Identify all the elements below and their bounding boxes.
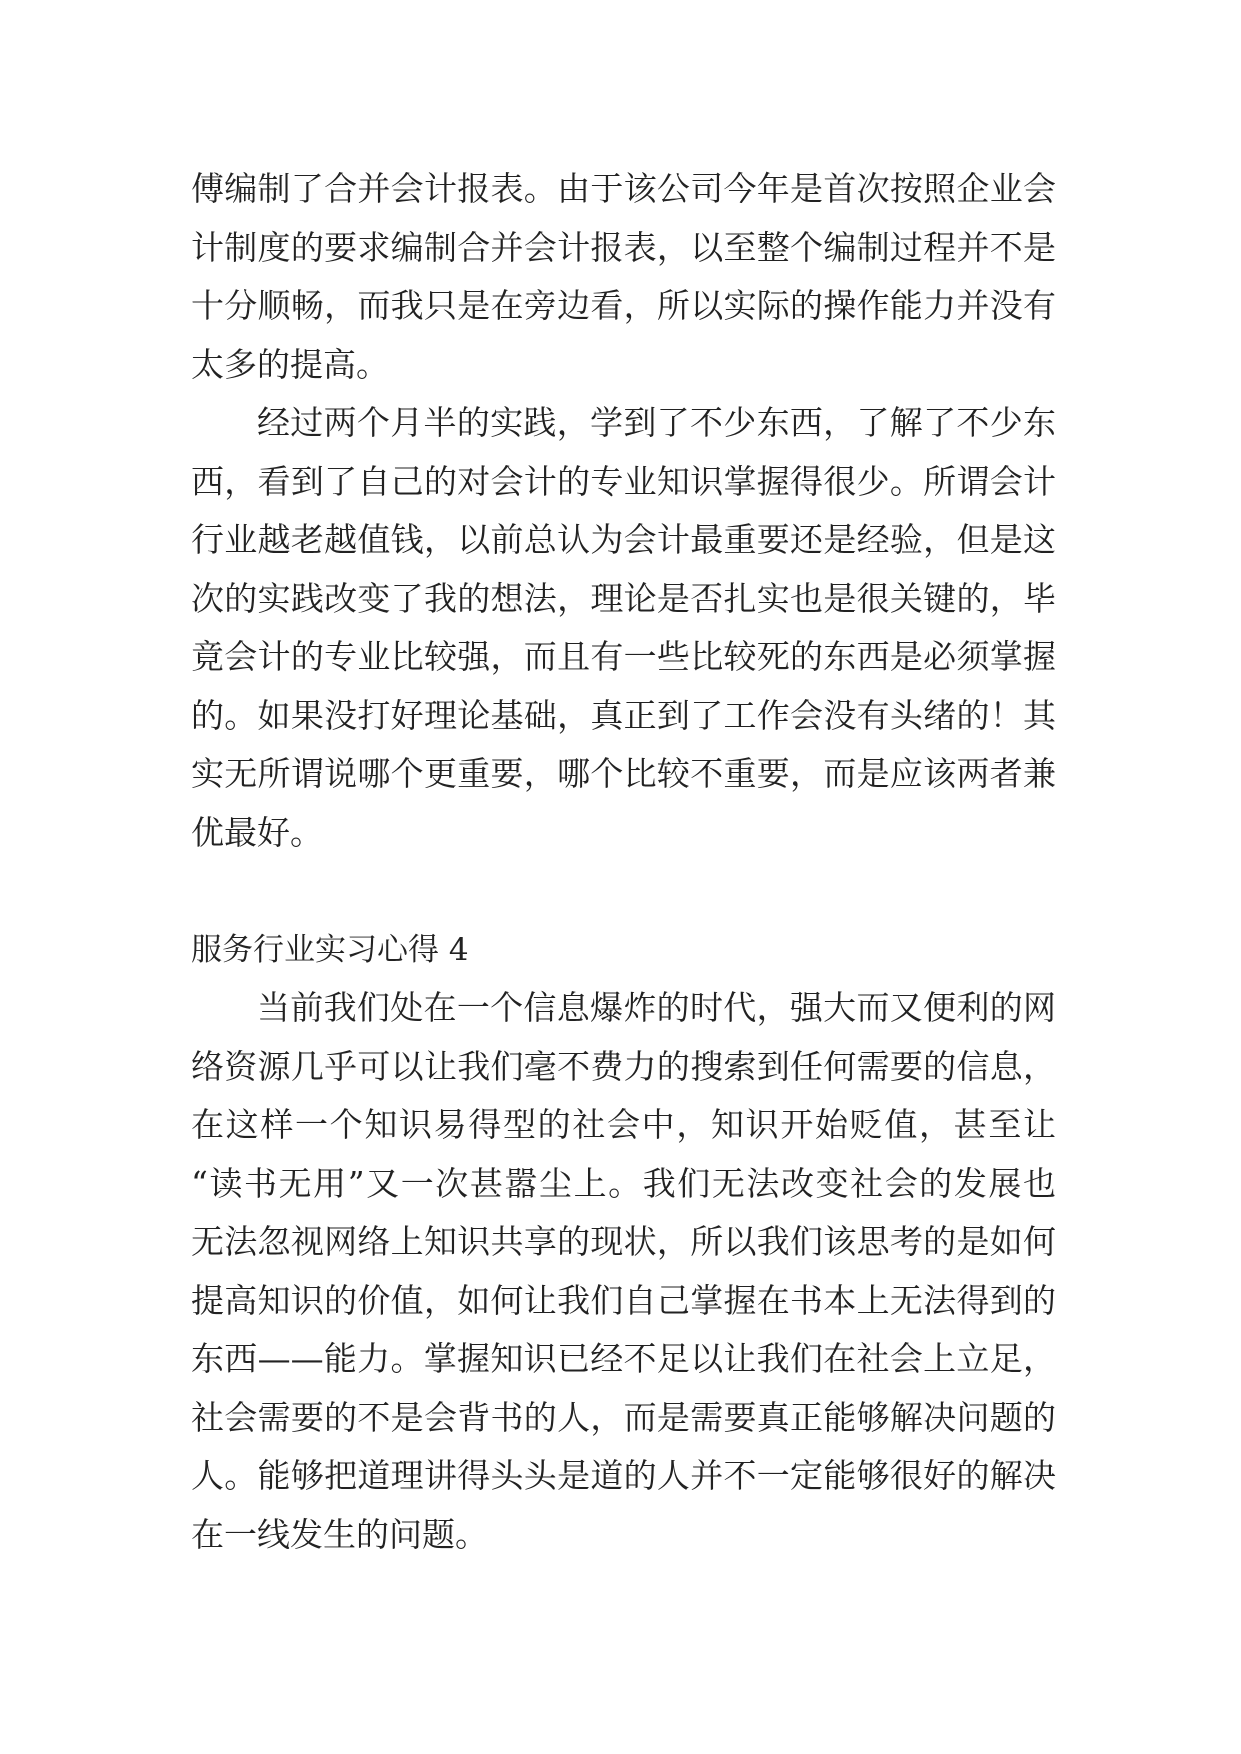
text-line: 十分顺畅，而我只是在旁边看，所以实际的操作能力并没有 xyxy=(191,286,1056,325)
text-line: 东西——能力。掌握知识已经不足以让我们在社会上立足， xyxy=(191,1339,1056,1378)
text-line: 傅编制了合并会计报表。由于该公司今年是首次按照企业会 xyxy=(191,169,1056,208)
text-line: 计制度的要求编制合并会计报表，以至整个编制过程并不是 xyxy=(191,227,1056,267)
paragraph-3 xyxy=(191,979,1056,1564)
text-line: 提高知识的价值，如何让我们自己掌握在书本上无法得到的 xyxy=(191,1280,1056,1320)
text-line: 社会需要的不是会背书的人，而是需要真正能够解决问题的 xyxy=(191,1397,1056,1437)
text-line: 西，看到了自己的对会计的专业知识掌握得很少。所谓会计 xyxy=(191,461,1056,501)
text-line: “读书无用”又一次甚嚣尘上。我们无法改变社会的发展也 xyxy=(191,1163,1056,1203)
text-line: 的。如果没打好理论基础，真正到了工作会没有头绪的！其 xyxy=(191,695,1056,735)
blank-line xyxy=(191,862,1056,921)
text-line: 次的实践改变了我的想法，理论是否扎实也是很关键的，毕 xyxy=(191,578,1056,618)
text-line: 在一线发生的问题。 xyxy=(191,1514,488,1554)
text-line: 优最好。 xyxy=(191,812,323,852)
text-line: 络资源几乎可以让我们毫不费力的搜索到任何需要的信息， xyxy=(191,1046,1056,1086)
text-line: 当前我们处在一个信息爆炸的时代，强大而又便利的网 xyxy=(257,988,1056,1027)
text-line: 经过两个月半的实践，学到了不少东西，了解了不少东 xyxy=(257,403,1056,442)
text-line: 行业越老越值钱，以前总认为会计最重要还是经验，但是这 xyxy=(191,520,1056,559)
text-line: 人。能够把道理讲得头头是道的人并不一定能够很好的解决 xyxy=(191,1456,1056,1495)
paragraph-2 xyxy=(191,394,1056,862)
section-heading: 服务行业实习心得 4 xyxy=(191,931,469,968)
text-line: 实无所谓说哪个更重要，哪个比较不重要，而是应该两者兼 xyxy=(191,754,1056,793)
text-line: 在这样一个知识易得型的社会中，知识开始贬值，甚至让 xyxy=(191,1105,1056,1144)
text-line: 竟会计的专业比较强，而且有一些比较死的东西是必须掌握 xyxy=(191,637,1056,676)
document-body xyxy=(191,160,1056,1564)
text-line: 太多的提高。 xyxy=(191,344,389,384)
paragraph-1 xyxy=(191,160,1056,394)
text-line: 无法忽视网络上知识共享的现状，所以我们该思考的是如何 xyxy=(191,1222,1056,1261)
